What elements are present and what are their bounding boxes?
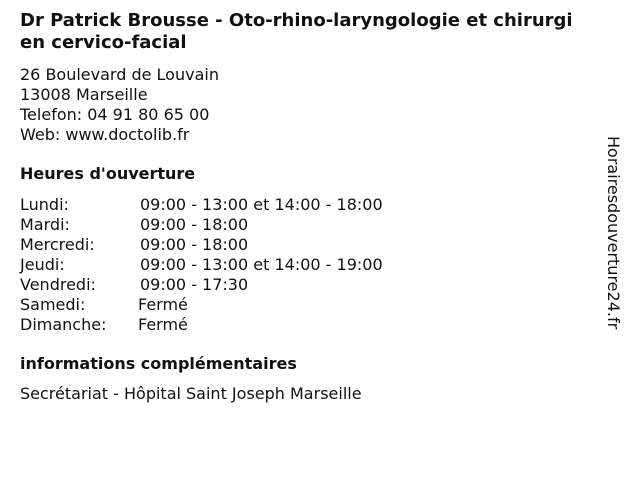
hours-row-jeudi [20, 255, 383, 275]
info-heading: informations complémentaires [20, 354, 297, 373]
hours-heading: Heures d'ouverture [20, 164, 196, 183]
info-text: Secrétariat - Hôpital Saint Joseph Marseille [20, 384, 362, 403]
day-label: Dimanche: [20, 315, 107, 334]
day-label: Lundi: [20, 195, 69, 214]
hours-row-mercredi [20, 235, 383, 255]
day-label: Vendredi: [20, 275, 96, 294]
address-block [20, 65, 219, 145]
phone-number: Telefon: 04 91 80 65 00 [20, 105, 210, 124]
hours-row-samedi [20, 295, 383, 315]
time-value: Fermé [138, 295, 188, 314]
time-value: 09:00 - 17:30 [140, 275, 249, 294]
hours-row-dimanche [20, 315, 383, 335]
time-value: 09:00 - 18:00 [140, 215, 249, 234]
street-address: 26 Boulevard de Louvain [20, 65, 219, 84]
site-watermark: Horairesdouverture24.fr [604, 136, 623, 330]
time-value: 09:00 - 18:00 [140, 235, 249, 254]
day-label: Samedi: [20, 295, 86, 314]
hours-list [20, 195, 383, 335]
day-label: Mercredi: [20, 235, 95, 254]
day-label: Jeudi: [20, 255, 65, 274]
hours-row-mardi [20, 215, 383, 235]
hours-row-lundi [20, 195, 383, 215]
page-title: Dr Patrick Brousse - Oto-rhino-laryngologie et chirurgien cervico-facial [20, 10, 573, 53]
time-value: 09:00 - 13:00 et 14:00 - 19:00 [140, 255, 383, 274]
time-value: Fermé [138, 315, 188, 334]
city-address: 13008 Marseille [20, 85, 148, 104]
day-label: Mardi: [20, 215, 70, 234]
hours-row-vendredi [20, 275, 383, 295]
website: Web: www.doctolib.fr [20, 125, 190, 144]
time-value: 09:00 - 13:00 et 14:00 - 18:00 [140, 195, 383, 214]
